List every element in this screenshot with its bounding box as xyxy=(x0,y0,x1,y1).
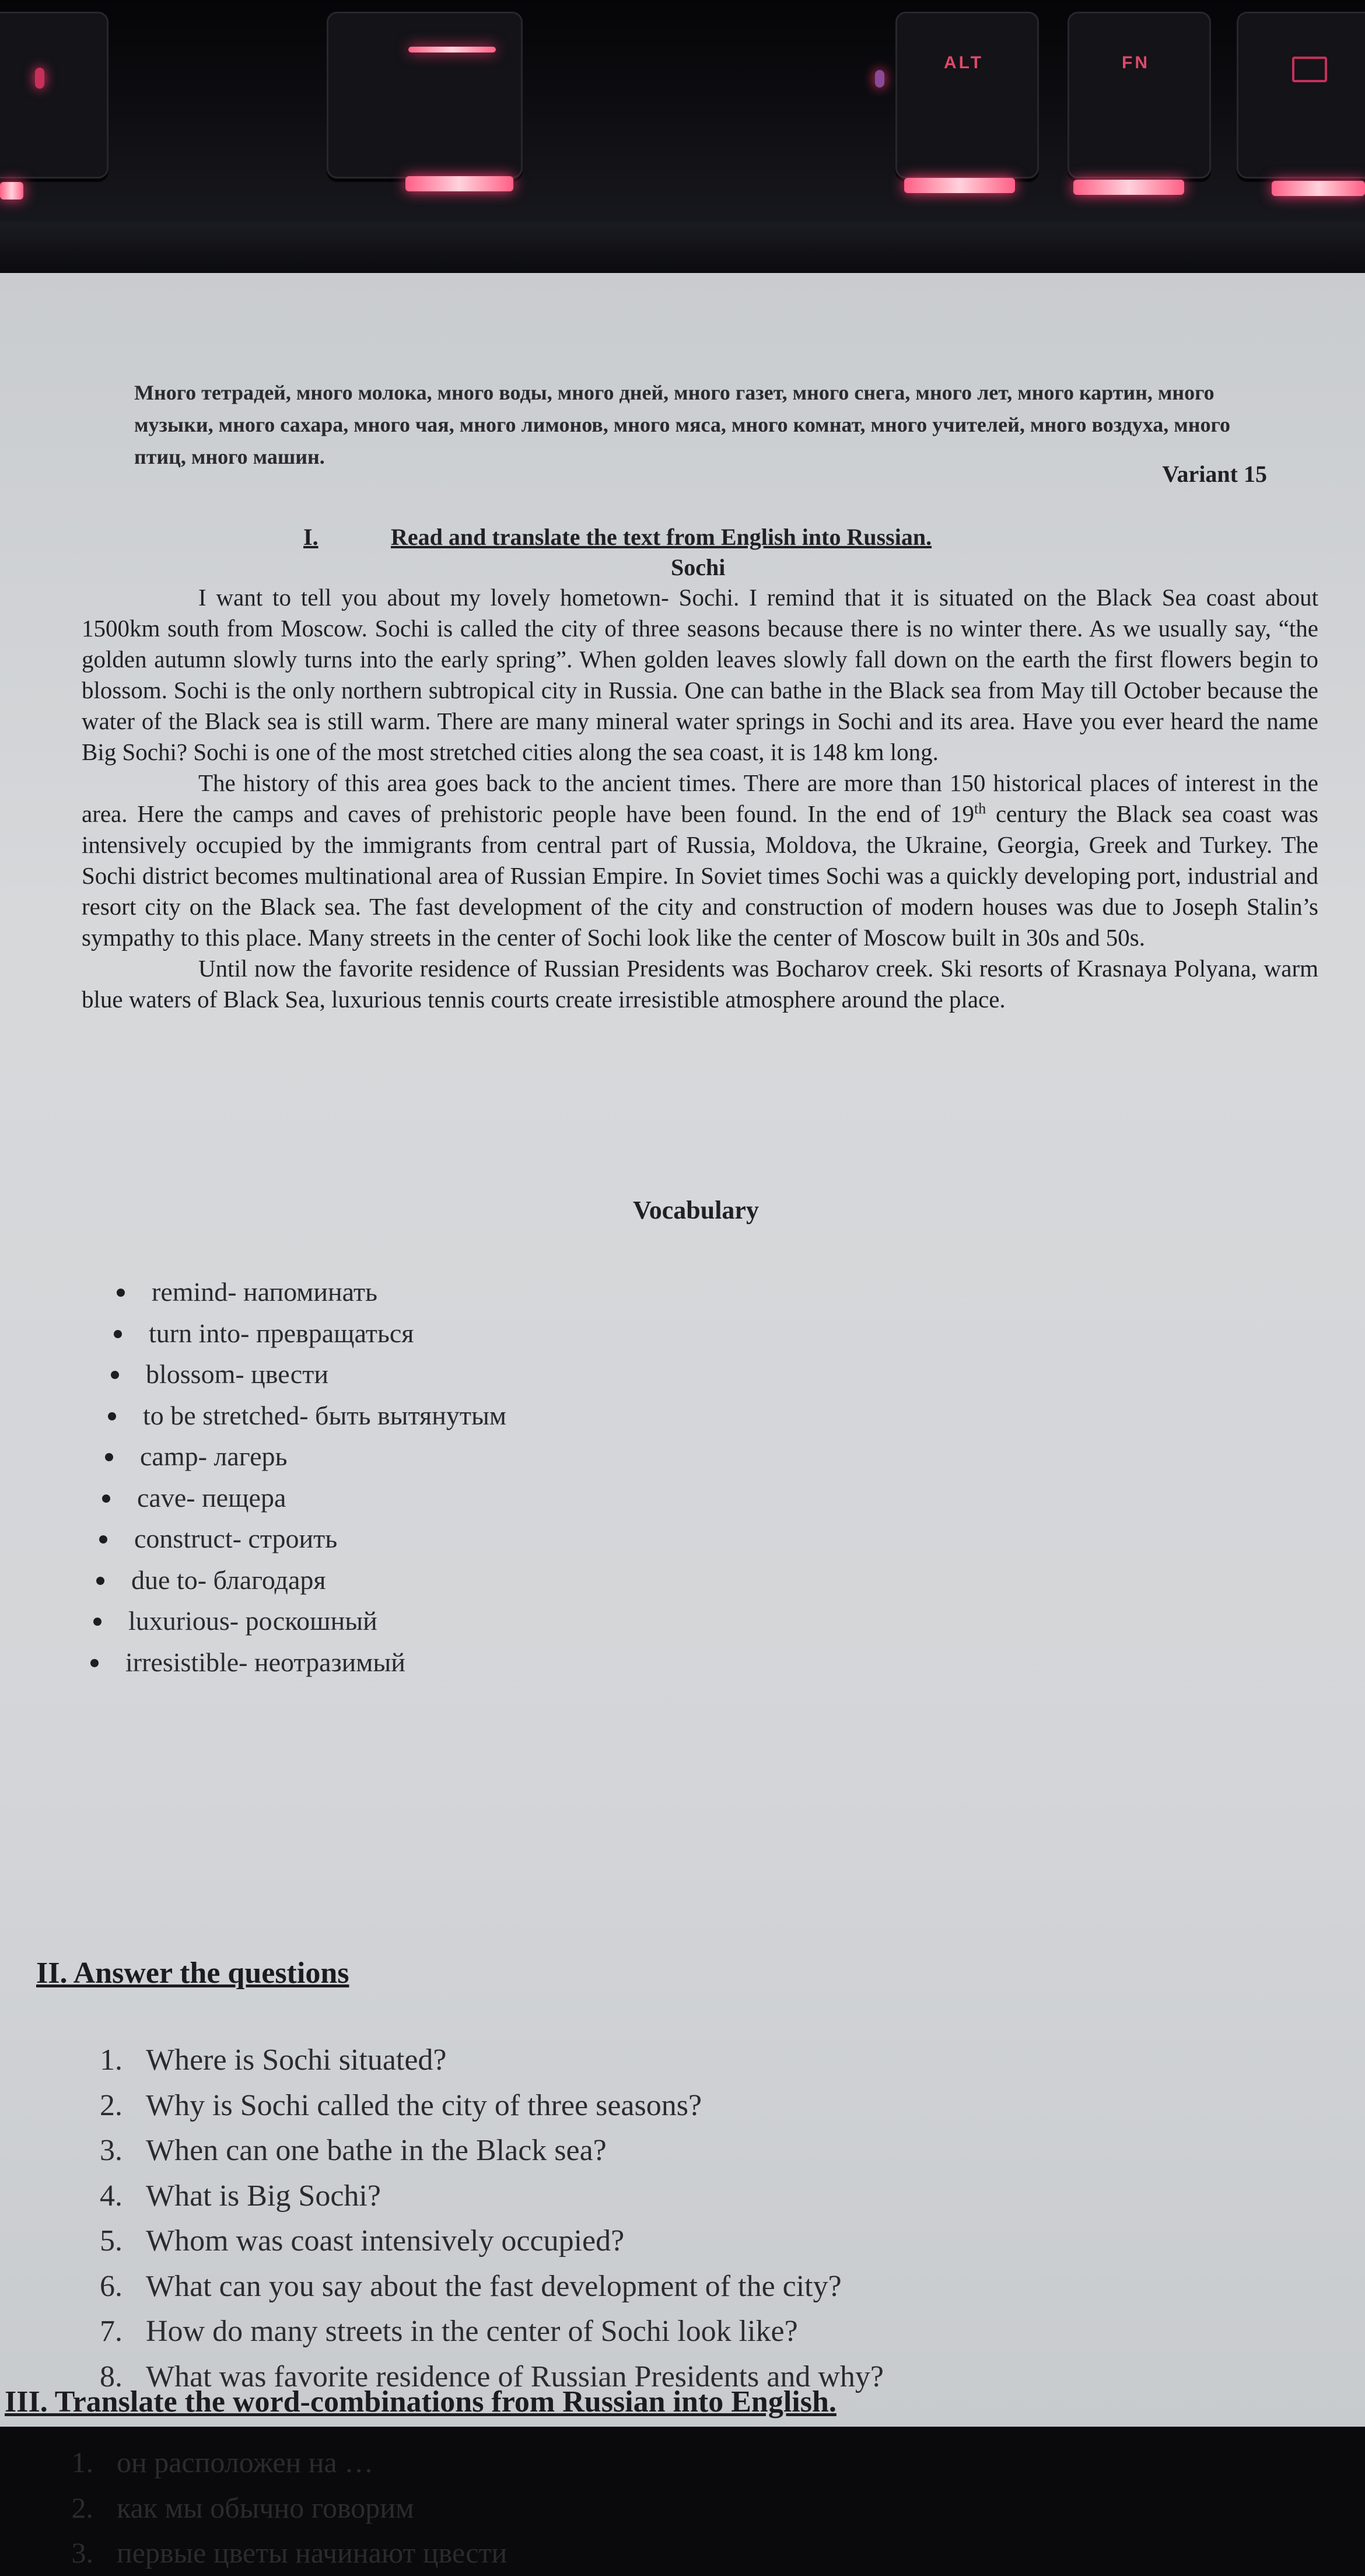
vocabulary-item: luxurious- роскошный xyxy=(79,1601,506,1642)
keyboard-key xyxy=(895,12,1039,178)
keyboard-key xyxy=(1237,12,1365,178)
translation-list xyxy=(47,2440,507,2576)
question-text: Why is Sochi called the city of three seasons? xyxy=(146,2088,702,2122)
fn-key-label: FN xyxy=(1122,53,1150,72)
task1-number: I. xyxy=(303,524,318,550)
question-number: 1. xyxy=(100,2043,123,2077)
question-text: Where is Sochi situated? xyxy=(146,2043,447,2077)
led-strip xyxy=(1272,181,1365,196)
keyboard-shadow xyxy=(0,222,1365,274)
question-number: 4. xyxy=(100,2179,123,2213)
vocabulary-item: construct- строить xyxy=(85,1518,506,1560)
led-strip xyxy=(405,176,513,191)
task1-instruction: Read and translate the text from English into Russian. xyxy=(391,524,932,550)
question-text: What is Big Sochi? xyxy=(146,2179,381,2213)
question-item xyxy=(76,2083,884,2129)
paragraph-2 xyxy=(82,768,1318,953)
paragraph-2-start: The history of this area goes back to the ancient times. There are more than 150 historical places of interest in the area. Here the camps and caves of prehistoric people have been found. In the end of 19 xyxy=(82,769,1318,827)
translation-item xyxy=(47,2530,507,2576)
led-strip xyxy=(0,182,23,200)
intro-russian-text: Много тетрадей, много молока, много воды, много дней, много газет, много снега, много лет, много картин, много музыки, много сахара, много чая, много лимонов, много мяса, много комнат, много учителей, много воздуха, много птиц, много машин. xyxy=(134,381,1230,468)
question-text: When can one bathe in the Black sea? xyxy=(146,2134,607,2167)
keyboard-key xyxy=(327,12,523,178)
variant-label: Variant 15 xyxy=(1162,461,1267,487)
vocabulary-item: remind- напоминать xyxy=(102,1272,506,1313)
reading-text xyxy=(82,582,1318,1015)
led-strip xyxy=(1073,180,1184,195)
question-text: What was favorite residence of Russian Presidents and why? xyxy=(146,2360,884,2393)
translation-number: 2. xyxy=(71,2491,93,2524)
vocabulary-item: to be stretched- быть вытянутым xyxy=(93,1395,506,1437)
questions-list xyxy=(76,2038,884,2399)
worksheet-page xyxy=(0,273,1365,2569)
translation-number: 3. xyxy=(71,2536,93,2569)
question-number: 8. xyxy=(100,2360,123,2393)
question-item xyxy=(76,2309,884,2354)
vocabulary-item: cave- пещера xyxy=(88,1478,506,1519)
paragraph-1: I want to tell you about my lovely hometown- Sochi. I remind that it is situated on the Black Sea coast about 1500km south from Moscow. Sochi is called the city of three seasons because there is no winter there. As we usually say, “the golden autumn slowly turns into the early spring”. When golden leaves slowly fall down on the earth the first flowers begin to blossom. Sochi is the only northern subtropical city in Russia. One can bathe in the Black sea from May till October because the water of the Black sea is still warm. There are many mineral water springs in Sochi and its area. Have you ever heard the name Big Sochi? Sochi is one of the most stretched cities along the sea coast, it is 148 km long. xyxy=(82,584,1318,765)
alt-key-label: ALT xyxy=(944,53,984,72)
question-text: What can you say about the fast development of the city? xyxy=(146,2269,842,2303)
question-number: 6. xyxy=(100,2269,123,2303)
translation-text: как мы обычно говорим xyxy=(117,2491,414,2524)
paragraph-3: Until now the favorite residence of Russian Presidents was Bocharov creek. Ski resorts of Krasnaya Polyana, warm blue waters of Black Sea, luxurious tennis courts create irresistible atmosphere around the place. xyxy=(82,955,1318,1013)
translation-text: первые цветы начинают цвести xyxy=(117,2536,508,2569)
question-number: 7. xyxy=(100,2315,123,2348)
vocabulary-item: blossom- цвести xyxy=(96,1354,506,1395)
vocabulary-item: camp- лагерь xyxy=(90,1436,506,1478)
translation-item xyxy=(47,2486,507,2531)
question-item xyxy=(76,2218,884,2264)
keyboard-key xyxy=(0,12,108,178)
vocabulary-heading: Vocabulary xyxy=(633,1196,759,1224)
question-item xyxy=(76,2264,884,2309)
led-strip xyxy=(408,47,496,52)
led-light xyxy=(875,70,884,88)
question-item xyxy=(76,2128,884,2174)
keyboard-key xyxy=(1068,12,1211,178)
question-number: 5. xyxy=(100,2224,123,2258)
vocabulary-item: due to- благодаря xyxy=(82,1560,506,1601)
vocabulary-item: irresistible- неотразимый xyxy=(76,1642,506,1684)
menu-icon xyxy=(1292,57,1327,82)
question-item xyxy=(76,2038,884,2083)
translation-number: 1. xyxy=(71,2446,93,2479)
question-item xyxy=(76,2174,884,2219)
task1-heading xyxy=(303,522,932,552)
vocabulary-item: turn into- превращаться xyxy=(99,1313,506,1354)
translation-text: он расположен на … xyxy=(117,2446,374,2479)
led-light xyxy=(35,68,44,89)
text-title: Sochi xyxy=(671,554,726,580)
laptop-keyboard xyxy=(0,0,1365,274)
question-text: Whom was coast intensively occupied? xyxy=(146,2224,625,2258)
question-number: 3. xyxy=(100,2134,123,2167)
section-3-heading: III. Translate the word-combinations from Russian into English. xyxy=(5,2385,836,2418)
section-2-heading: II. Answer the questions xyxy=(36,1957,349,1990)
superscript-th: th xyxy=(974,800,986,817)
vocabulary-list xyxy=(102,1272,506,1683)
led-strip xyxy=(904,178,1015,193)
question-text: How do many streets in the center of Sochi look like? xyxy=(146,2315,798,2348)
translation-item xyxy=(47,2440,507,2486)
paragraph-2-end: century the Black sea coast was intensively occupied by the immigrants from central part of Russia, Moldova, the Ukraine, Georgia, Greek and Turkey. The Sochi district becomes multinational area of Russian Empire. In Soviet times Sochi was a quickly developing port, industrial and resort city on the Black sea. The fast development of the city and construction of modern houses was due to Joseph Stalin’s sympathy to this place. Many streets in the center of Sochi look like the center of Moscow built in 30s and 50s. xyxy=(82,800,1318,951)
question-number: 2. xyxy=(100,2088,123,2122)
